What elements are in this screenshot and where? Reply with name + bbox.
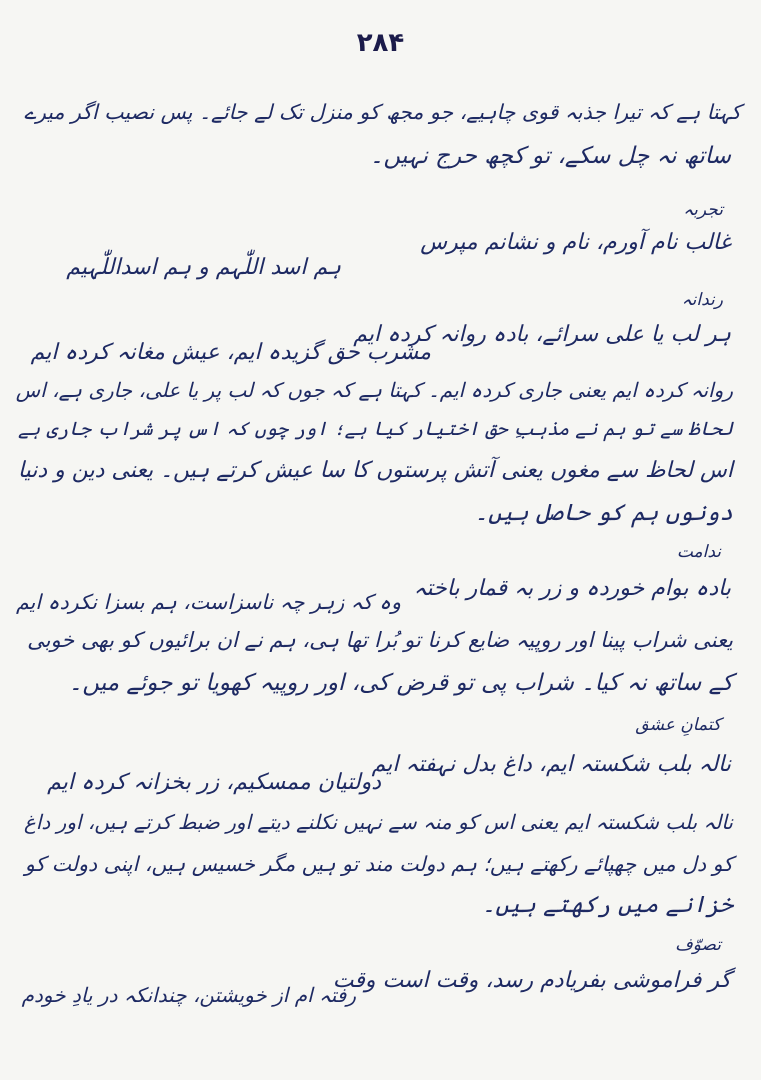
page-number: ۲۸۴	[356, 28, 405, 58]
verse-3-second-hemistich: وہ کہ زہر چہ ناسزاست، ہم بسزا نکردہ ایم	[16, 590, 401, 614]
verse-1-first-hemistich: غالب نام آورم، نام و نشانم مپرس	[420, 230, 731, 255]
verse-5-first-hemistich: گر فراموشی بفریادم رسد، وقت است وقت	[332, 968, 731, 993]
prose-line-2: ساتھ نہ چل سکے، تو کچھ حرج نہیں۔	[370, 143, 731, 169]
prose-line-3: روانہ کردہ ایم یعنی جاری کردہ ایم۔ کہتا ہے کہ جوں کہ لب پر یا علی، جاری ہے، اس	[15, 378, 733, 402]
prose-line-5: اس لحاظ سے مغوں یعنی آتش پرستوں کا سا عیش کرتے ہیں۔ یعنی دین و دنیا	[17, 458, 733, 483]
section-heading-rindana: رندانہ	[681, 290, 723, 310]
verse-1-second-hemistich: ہم اسد اللّٰہم و ہم اسداللّٰہیم	[66, 255, 341, 280]
prose-line-8: کے ساتھ نہ کیا۔ شراب پی تو قرض کی، اور روپیہ کھویا تو جوئے میں۔	[68, 670, 733, 696]
verse-2-second-hemistich: مشرب حق گزیدہ ایم، عیش مغانہ کردہ ایم	[30, 340, 431, 365]
prose-line-11: خزانے میں رکھتے ہیں۔	[481, 892, 733, 918]
prose-line-4: لحاظ سے تو ہم نے مذہبِ حق اختیار کیا ہے؛ اور چوں کہ اس پر شراب جاری ہے	[18, 418, 733, 440]
prose-line-6: دونوں ہم کو حاصل ہیں۔	[474, 500, 733, 526]
section-heading-nidamat: ندامت	[676, 542, 721, 562]
verse-2-first-hemistich: ہر لب یا علی سرائے، بادہ روانہ کردہ ایم	[353, 322, 731, 347]
section-heading-tasawwuf: تصوّف	[675, 935, 721, 955]
verse-5-second-hemistich: رفتہ ام از خویشتن، چندانکہ در یادِ خودم	[21, 983, 356, 1007]
prose-line-9: نالہ بلب شکستہ ایم یعنی اس کو منہ سے نہیں نکلنے دیتے اور ضبط کرتے ہیں، اور داغ	[23, 810, 733, 834]
prose-line-7: یعنی شراب پینا اور روپیہ ضایع کرنا تو بُرا تھا ہی، ہم نے ان برائیوں کو بھی خوبی	[27, 628, 733, 652]
section-heading-tajriba: تجربہ	[683, 200, 723, 220]
prose-line-10: کو دل میں چھپائے رکھتے ہیں؛ ہم دولت مند تو ہیں مگر خسیس ہیں، اپنی دولت کو	[24, 852, 733, 876]
verse-4-first-hemistich: نالہ بلب شکستہ ایم، داغ بدل نہفتہ ایم	[371, 752, 731, 777]
section-heading-kitman-e-ishq: کتمانِ عشق	[635, 715, 721, 735]
verse-3-first-hemistich: بادہ بوام خوردہ و زر بہ قمار باختہ	[413, 576, 731, 601]
prose-line-1: کہتا ہے کہ تیرا جذبہ قوی چاہیے، جو مجھ کو منزل تک لے جائے۔ پس نصیب اگر میرے	[23, 100, 741, 124]
verse-4-second-hemistich: دولتیان ممسکیم، زر بخزانہ کردہ ایم	[47, 770, 381, 795]
